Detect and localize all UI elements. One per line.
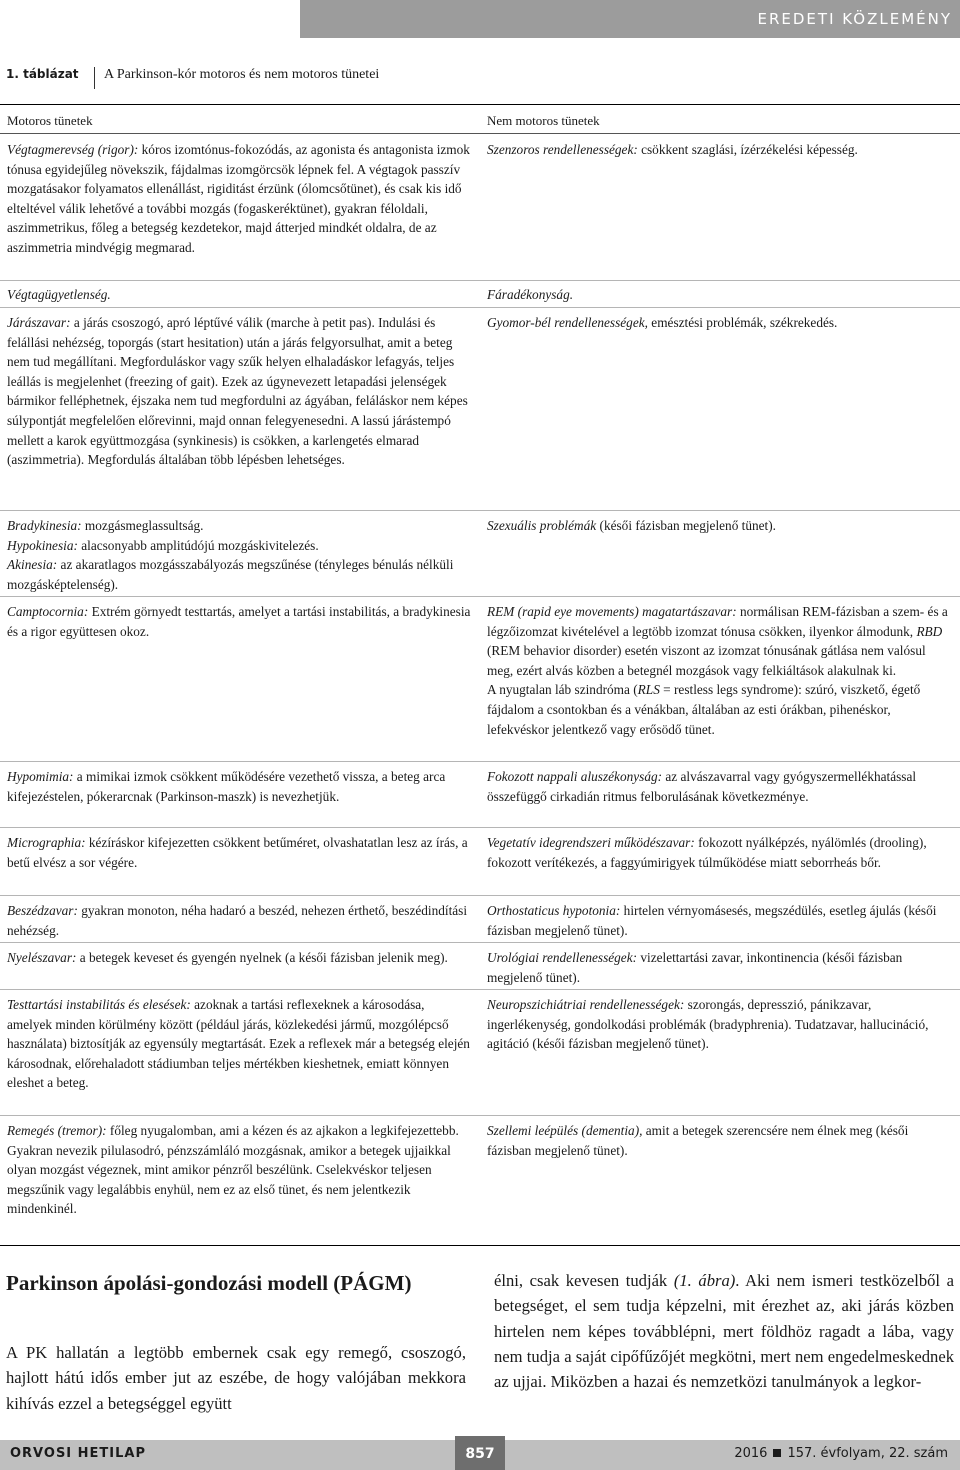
term: Remegés (tremor): <box>7 1123 107 1138</box>
cell-text: a járás csoszogó, apró léptűvé válik (marche à petit pas). Indulási és felállási nehézség, toporgás (start hesitation) után a járás felgyorsulhat, amit a beteg nem tud megállítani. Megforduláskor vagy szűk helyen elhaladáskor lefagyás, teljes leállás is megjelenhet (freezing of gait). Ezek az úgynevezett letapadási jelenségek bármikor felléphetnek, éjszaka nem tud megfordulni az ágyában, feláláskor nem képes súlypontját megfelelően előrevinni, majd onnan felegyenesedni. A lassú járástempó mellett a karok együttmozgása (synkinesis) is csökken, a karlengetés elmarad (aszimmetria). Megfordulás általában több lépésben lehetséges. <box>7 315 468 468</box>
table-cell-speech <box>7 901 472 940</box>
term: Végtagügyetlenség. <box>7 287 111 302</box>
table-cell-hypomimia <box>7 767 472 806</box>
cell-text: szorongás, depresszió, pánikzavar, ingerlékenység, gondolkodási problémák (bradyphrenia). Tudatzavar, hallucináció, agitáció (késői fázisban megjelenő tünet). <box>487 997 929 1052</box>
row-divider <box>0 510 960 511</box>
cell-text: csökkent szaglási, ízérzékelési képesség. <box>637 142 858 157</box>
issue-volume: 157. évfolyam, 22. szám <box>787 1446 948 1461</box>
term: Micrographia: <box>7 835 86 850</box>
term: Szexuális problémák <box>487 518 597 533</box>
cell-text: gyakran monoton, néha hadaró a beszéd, nehezen érthető, beszédindítási nehézség. <box>7 903 468 938</box>
term: Camptocornia: <box>7 604 89 619</box>
cell-text: fokozott nyálképzés, nyálömlés (drooling), fokozott verítékezés, a faggyúmirigyek túlműködése miatt seborrheás bőr. <box>487 835 927 870</box>
term: RBD <box>916 623 943 639</box>
issue-info <box>734 1446 948 1461</box>
term: Neuropszichiátriai rendellenességek: <box>487 997 685 1012</box>
cell-text: = restless legs syndrome): szúró, viszkető, égető fájdalom a csontokban és a vénákban, általában az esti órákban, pihenéskor, lefekvéskor jelentkező vagy erősödő tünet. <box>487 682 921 737</box>
term: Gyomor-bél rendellenességek, <box>487 315 648 330</box>
row-divider <box>0 895 960 896</box>
cell-text: főleg nyugalomban, ami a kézen és az ajkakon a legkifejezettebb. Gyakran nevezik pilulasodró, pénzszámláló mozgásnak, amikor a betegek ujjaikkal olyan mozgást végeznek, mint amikor pénzről beszélünk. Cselekvéskor teljesen megszűnik vagy legalábbis enyhül, nem ez az első tünet, és nem jelentkezik mindenkinél. <box>7 1123 459 1217</box>
table-cell-autonomic <box>487 833 953 872</box>
section-label: EREDETI KÖZLEMÉNY <box>757 10 952 28</box>
table-cell-fatigue <box>487 285 953 305</box>
table-title: A Parkinson-kór motoros és nem motoros tünetei <box>104 67 380 82</box>
table-cell-limb-clumsiness <box>7 285 472 305</box>
table-cell-micrographia <box>7 833 472 872</box>
cell-text: az akaratlagos mozgásszabályozás megszűnése (tényleges bénulás nélküli mozgásképtelenség). <box>7 557 454 592</box>
term: Bradykinesia: <box>7 518 82 533</box>
row-divider <box>0 761 960 762</box>
table-cell-sexual <box>487 516 953 536</box>
table-cell-neuropsychiatric <box>487 995 953 1054</box>
row-divider <box>0 942 960 943</box>
cell-text: mozgásmeglassultság. <box>81 518 204 533</box>
cell-text: amit a betegek szerencsére nem élnek meg (késői fázisban megjelenő tünet). <box>487 1123 909 1158</box>
cell-text: normálisan REM-fázisban a szem- és a légzőizomzat kivételével a legtöbb izomzat tónusa csökken, ilyenkor álmodunk, <box>487 604 948 639</box>
term: Testtartási instabilitás és elesések: <box>7 997 191 1012</box>
term: Beszédzavar: <box>7 903 78 918</box>
table-cell-rem-disorder <box>487 602 953 739</box>
term: Hypomimia: <box>7 769 74 784</box>
row-divider <box>0 1115 960 1116</box>
term: RLS <box>637 682 660 698</box>
body-paragraph-right <box>494 1268 954 1394</box>
body-paragraph-left: A PK hallatán a legtöbb embernek csak egy remegő, csoszogó, hajlott hátú idős ember jut az eszébe, de hogy valójában mekkora kihívás ezzel a betegséggel együtt <box>6 1343 466 1413</box>
table-cell-rigor <box>7 140 472 258</box>
table-cell-daytime-sleepiness <box>487 767 953 806</box>
row-divider <box>0 827 960 828</box>
column-header-nonmotor: Nem motoros tünetek <box>487 113 600 128</box>
row-divider <box>0 280 960 281</box>
row-divider <box>0 307 960 308</box>
cell-text: kóros izomtónus-fokozódás, az agonista és antagonista izmok tónusa egyidejűleg növekszik, fájdalmas izomgörcsök lépnek fel. A végtagok passzív mozgatásakor folyamatos ellenállást, rigiditást érzünk (ólomcsőtünet), és csak kis idő elteltével válik lehetővé a további mozgás (fogaskeréktünet), gyakran féloldali, aszimmetrikus, főleg a betegség kezdetekor, majd átterjed mindkét oldalra, de az aszimmetria mindvégig megmarad. <box>7 142 470 255</box>
term: Járászavar: <box>7 315 71 330</box>
square-bullet-icon <box>773 1449 781 1457</box>
section-heading: Parkinson ápolási-gondozási modell (PÁGM) <box>6 1271 412 1295</box>
term: Fokozott nappali aluszékonyság: <box>487 769 663 784</box>
table-cell-gait <box>7 313 472 470</box>
cell-text: a mimikai izmok csökkent működésére vezethető vissza, a beteg arca kifejezéstelen, pókerarcnak (Parkinson-maszk) is nevezhetjük. <box>7 769 446 804</box>
table-caption <box>6 67 956 87</box>
caption-separator <box>94 67 95 89</box>
table-cell-camptocornia <box>7 602 472 641</box>
term: Hypokinesia: <box>7 537 78 553</box>
term: Szellemi leépülés (dementia), <box>487 1123 643 1138</box>
cell-text: (késői fázisban megjelenő tünet). <box>596 518 777 533</box>
cell-text: Extrém görnyedt testtartás, amelyet a tartási instabilitás, a bradykinesia és a rigor együttesen okoz. <box>7 604 471 639</box>
figure-reference: (1. ábra) <box>673 1271 736 1290</box>
table-bottom-rule <box>0 1245 960 1246</box>
cell-text: hirtelen vérnyomásesés, megszédülés, esetleg ájulás (késői fázisban megjelenő tünet). <box>487 903 937 938</box>
cell-text: emésztési problémák, székrekedés. <box>647 315 838 330</box>
section-header-band <box>300 0 960 38</box>
cell-text: alacsonyabb amplitúdójú mozgáskivitelezés. <box>77 537 319 553</box>
cell-text: kézíráskor kifejezetten csökkent betűméret, olvashatatlan lesz az írás, a betű elvész a sor végére. <box>7 835 468 870</box>
term: Végtagmerevség (rigor): <box>7 142 139 157</box>
table-cell-tremor <box>7 1121 472 1219</box>
cell-text: a betegek keveset és gyengén nyelnek (a késői fázisban jelenik meg). <box>76 950 448 965</box>
term: Urológiai rendellenességek: <box>487 950 638 965</box>
term: Akinesia: <box>7 557 58 573</box>
header-rule <box>0 133 960 134</box>
row-divider <box>0 596 960 597</box>
table-cell-dementia <box>487 1121 953 1160</box>
term: REM (rapid eye movements) magatartászavar: <box>487 604 737 619</box>
journal-name: ORVOSI HETILAP <box>10 1446 147 1461</box>
table-number: 1. táblázat <box>6 67 79 81</box>
page-number: 857 <box>465 1446 495 1462</box>
cell-text: A nyugtalan láb szindróma ( <box>487 682 638 698</box>
table-cell-swallowing <box>7 948 472 968</box>
body-text: élni, csak kevesen tudják <box>494 1271 674 1290</box>
table-top-rule <box>0 104 960 105</box>
column-header-motor: Motoros tünetek <box>7 113 93 128</box>
cell-text: azoknak a tartási reflexeknek a károsodása, amelyek minden körülmény között (például járás, közlekedési jármű, mozgólépcső használata) biztosítják az egyensúly megtartását. Ezek a reflexek már a betegség elején károsodnak, előrehaladott stádiumban teljes mértékben kieshetnek, emiatt könnyen eleshet a beteg. <box>7 997 470 1091</box>
term: Vegetatív idegrendszeri működészavar: <box>487 835 695 850</box>
table-cell-urological <box>487 948 953 987</box>
table-cell-sensory <box>487 140 953 160</box>
table-cell-postural-instability <box>7 995 472 1093</box>
body-text: . Aki nem ismeri testközelből a betegséget, el sem tudja képzelni, mit érezhet az, aki járás közben hirtelen nem képes továbblépni, mert földhöz ragadt a lába, vagy nem tudja a saját cipőfűzőjét megkötni, mert nem engedelmeskednek az ujjai. Miközben a hazai és nemzetközi tanulmányok a legkor- <box>494 1271 955 1392</box>
cell-text: vizelettartási zavar, inkontinencia (késői fázisban megjelenő tünet). <box>487 950 903 985</box>
cell-text: (REM behavior disorder) esetén viszont az izomzat tónusának gátlása nem valósul meg, ezért alvás közben a betegnél mozgások vagy felkiáltások alakulnak ki. <box>487 643 926 678</box>
row-divider <box>0 989 960 990</box>
issue-year: 2016 <box>734 1446 768 1461</box>
table-cell-orthostatic <box>487 901 953 940</box>
table-cell-kinesia <box>7 516 472 594</box>
term: Szenzoros rendellenességek: <box>487 142 638 157</box>
term: Fáradékonyság. <box>487 287 574 302</box>
term: Nyelészavar: <box>7 950 77 965</box>
table-cell-gastrointestinal <box>487 313 953 333</box>
term: Orthostaticus hypotonia: <box>487 903 621 918</box>
cell-text: az alvászavarral vagy gyógyszermellékhatással összefüggő cirkadián ritmus felborulásának következménye. <box>487 769 917 804</box>
